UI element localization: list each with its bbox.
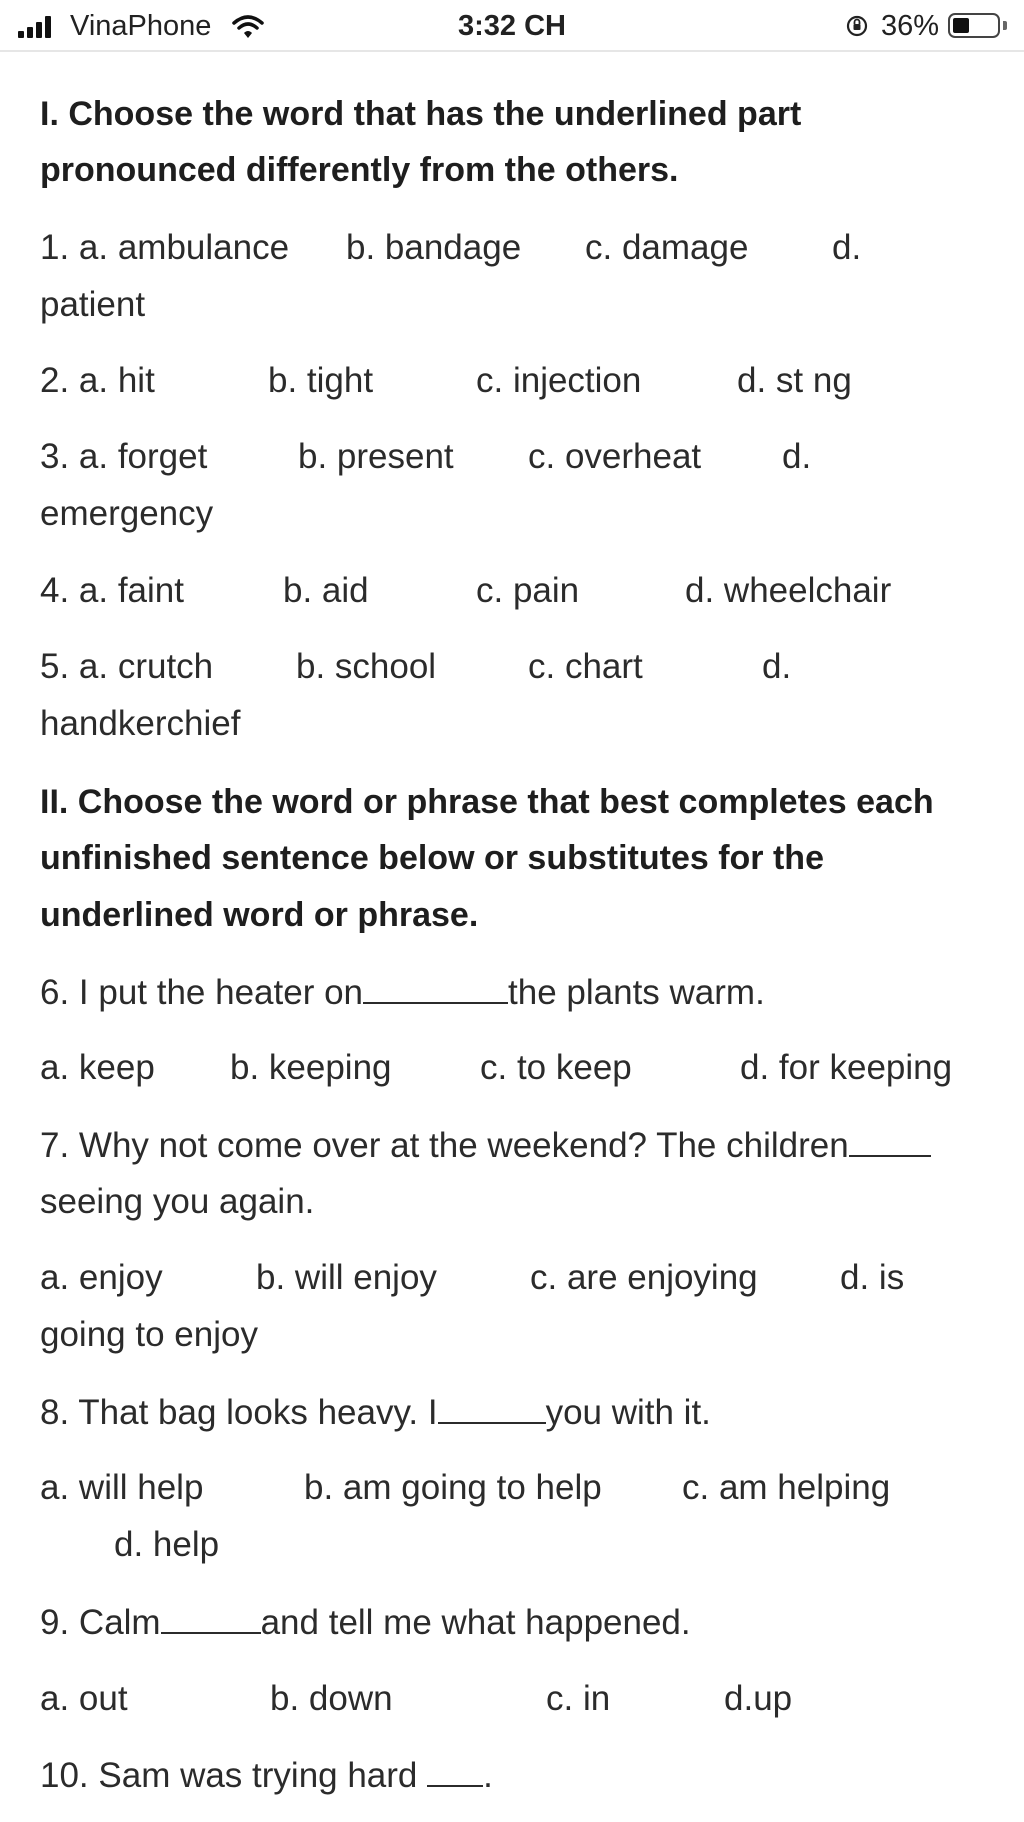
q7-option-d-continued: going to enjoy <box>40 1315 258 1354</box>
q5-option-d-continued: handkerchief <box>40 704 241 743</box>
status-bar <box>0 0 1024 52</box>
question-2-options <box>40 359 1000 403</box>
q9-stem-before: 9. Calm <box>40 1603 161 1642</box>
q8-option-b: b. am going to help <box>304 1468 602 1507</box>
question-4-options <box>40 569 1000 613</box>
q3-option-a: 3. a. forget <box>40 437 208 476</box>
q6-option-a: a. keep <box>40 1048 155 1087</box>
question-6-stem <box>40 970 765 1015</box>
battery-percent: 36% <box>881 10 940 42</box>
q8-stem-before: 8. That bag looks heavy. I <box>40 1393 438 1432</box>
q3-option-c: c. overheat <box>528 437 702 476</box>
q6-option-b: b. keeping <box>230 1048 392 1087</box>
question-5-options <box>40 645 1000 689</box>
q8-answer-blank[interactable] <box>438 1390 546 1424</box>
clock-time: 3:32 CH <box>458 10 566 42</box>
question-1-options <box>40 226 1000 270</box>
question-9-stem <box>40 1600 691 1645</box>
q9-option-d: d.up <box>724 1679 793 1718</box>
q5-option-d: d. <box>762 647 792 686</box>
q6-stem-after: the plants warm. <box>508 973 765 1012</box>
q6-stem-before: 6. I put the heater on <box>40 973 364 1012</box>
question-9-options <box>40 1677 1000 1721</box>
q10-stem-after: . <box>483 1756 493 1795</box>
question-7-options <box>40 1256 1000 1300</box>
q6-option-d: d. for keeping <box>740 1048 953 1087</box>
battery-tip <box>1003 21 1007 30</box>
q7-answer-blank[interactable] <box>849 1123 931 1157</box>
q8-option-a: a. will help <box>40 1468 204 1507</box>
q3-option-d-continued: emergency <box>40 494 214 533</box>
q3-option-b: b. present <box>298 437 454 476</box>
q8-option-d: d. help <box>114 1525 220 1564</box>
q7-option-d: d. is <box>840 1258 905 1297</box>
q9-stem-after: and tell me what happened. <box>260 1603 691 1642</box>
q7-stem-before: 7. Why not come over at the weekend? The children <box>40 1126 849 1165</box>
section-2-heading-line-1: II. Choose the word or phrase that best completes each <box>40 783 934 821</box>
q6-answer-blank[interactable] <box>363 970 508 1004</box>
q1-option-d: d. <box>832 228 862 267</box>
q9-option-a: a. out <box>40 1679 128 1718</box>
question-6-options <box>40 1046 1000 1090</box>
question-10-stem <box>40 1753 493 1798</box>
question-8-stem <box>40 1390 711 1435</box>
q2-option-d: d. st ng <box>737 361 852 400</box>
q2-option-c: c. injection <box>476 361 642 400</box>
q4-option-c: c. pain <box>476 571 580 610</box>
q3-option-d: d. <box>782 437 812 476</box>
section-2-heading-line-3: underlined word or phrase. <box>40 896 479 934</box>
q2-option-b: b. tight <box>268 361 374 400</box>
q4-option-b: b. aid <box>283 571 369 610</box>
q9-answer-blank[interactable] <box>161 1600 261 1634</box>
q1-option-a: 1. a. ambulance <box>40 228 290 267</box>
q9-option-c: c. in <box>546 1679 611 1718</box>
q10-answer-blank[interactable] <box>427 1753 483 1787</box>
q7-stem-continued: seeing you again. <box>40 1182 315 1221</box>
q6-option-c: c. to keep <box>480 1048 632 1087</box>
q9-option-b: b. down <box>270 1679 393 1718</box>
q5-option-a: 5. a. crutch <box>40 647 214 686</box>
q8-stem-after: you with it. <box>545 1393 711 1432</box>
carrier-name: VinaPhone <box>70 10 212 42</box>
question-3-options <box>40 435 1000 479</box>
battery-icon <box>948 13 1000 38</box>
q1-option-c: c. damage <box>585 228 749 267</box>
q7-option-c: c. are enjoying <box>530 1258 758 1297</box>
q7-option-a: a. enjoy <box>40 1258 163 1297</box>
q10-stem-before: 10. Sam was trying hard <box>40 1756 418 1795</box>
q2-option-a: 2. a. hit <box>40 361 155 400</box>
q4-option-a: 4. a. faint <box>40 571 184 610</box>
section-1-heading-line-2: pronounced differently from the others. <box>40 151 679 189</box>
q1-option-b: b. bandage <box>346 228 522 267</box>
q4-option-d: d. wheelchair <box>685 571 892 610</box>
q5-option-c: c. chart <box>528 647 643 686</box>
orientation-lock-icon <box>845 14 869 38</box>
section-2-heading-line-2: unfinished sentence below or substitutes for the <box>40 839 824 877</box>
section-1-heading-line-1: I. Choose the word that has the underlined part <box>40 95 802 133</box>
q7-option-b: b. will enjoy <box>256 1258 437 1297</box>
q5-option-b: b. school <box>296 647 437 686</box>
question-7-stem <box>40 1123 931 1168</box>
q8-option-c: c. am helping <box>682 1468 891 1507</box>
clock <box>0 10 1024 43</box>
battery-level-fill <box>953 18 969 33</box>
q1-option-d-continued: patient <box>40 285 146 324</box>
question-8-options <box>40 1466 1000 1510</box>
